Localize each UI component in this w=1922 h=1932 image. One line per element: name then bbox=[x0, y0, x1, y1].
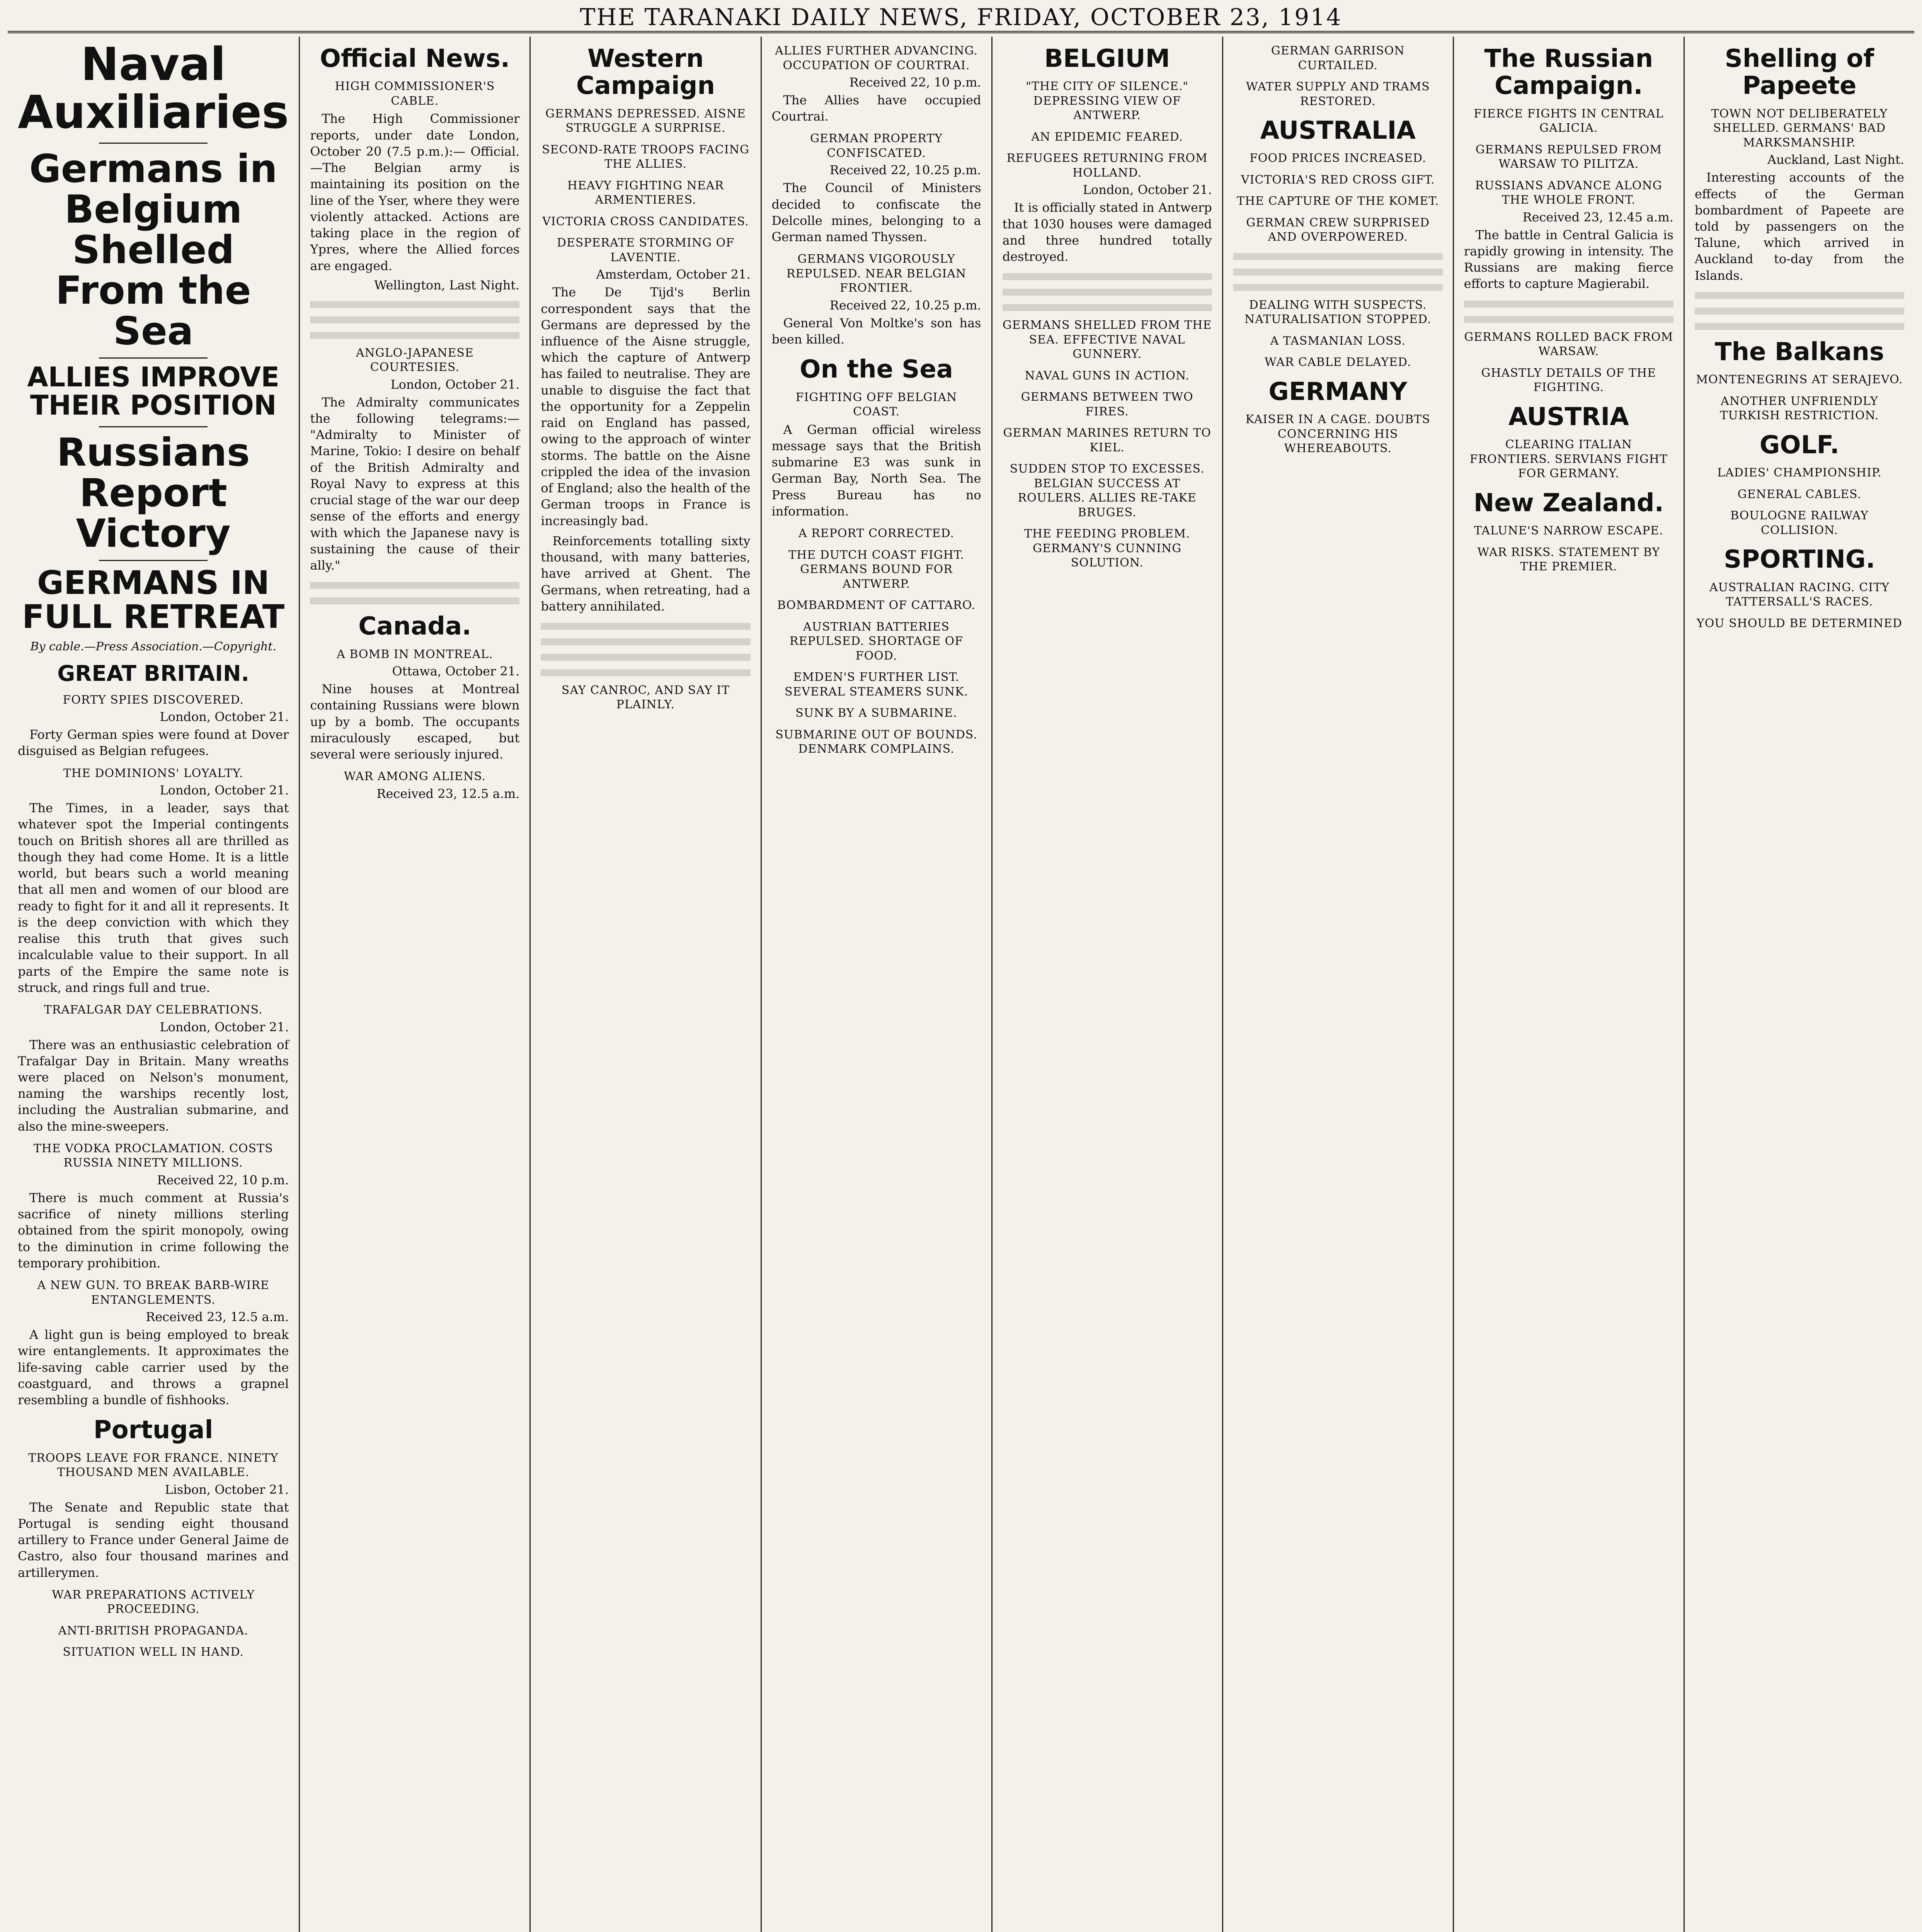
text-block-placeholder bbox=[310, 316, 519, 323]
article-head: A BOMB IN MONTREAL. bbox=[337, 647, 493, 661]
article-head: TALUNE'S NARROW ESCAPE. bbox=[1474, 524, 1663, 537]
article-head: REFUGEES RETURNING FROM HOLLAND. bbox=[1006, 151, 1208, 180]
article-head: GHASTLY DETAILS OF THE FIGHTING. bbox=[1481, 366, 1656, 395]
article-head: ALLIES FURTHER ADVANCING. OCCUPATION OF COURTRAI. bbox=[775, 44, 978, 72]
article-head: ANOTHER UNFRIENDLY TURKISH RESTRICTION. bbox=[1720, 394, 1879, 423]
text-block-placeholder bbox=[1003, 289, 1212, 296]
text-block-placeholder bbox=[1233, 269, 1443, 276]
text-block-placeholder bbox=[310, 332, 519, 339]
dateline: Received 23, 12.5 a.m. bbox=[376, 786, 520, 801]
divider bbox=[99, 560, 208, 561]
article-head: FOOD PRICES INCREASED. bbox=[1250, 151, 1427, 165]
article-head: RUSSIANS ADVANCE ALONG THE WHOLE FRONT. bbox=[1475, 179, 1662, 207]
section-golf: GOLF. bbox=[1759, 430, 1840, 459]
article-head: MONTENEGRINS AT SERAJEVO. bbox=[1696, 373, 1903, 387]
byline: By cable.—Press Association.—Copyright. bbox=[30, 640, 276, 654]
headline-full-retreat: GERMANS IN FULL RETREAT bbox=[22, 563, 285, 636]
article-head: TROOPS LEAVE FOR FRANCE. NINETY THOUSAND MEN AVAILABLE. bbox=[28, 1451, 279, 1480]
column-4 bbox=[762, 37, 992, 1932]
section-australia: AUSTRALIA bbox=[1260, 116, 1416, 145]
article-head: GENERAL CABLES. bbox=[1737, 487, 1862, 501]
article-head: KAISER IN A CAGE. DOUBTS CONCERNING HIS WHEREABOUTS. bbox=[1245, 413, 1430, 456]
article-head: THE DOMINIONS' LOYALTY. bbox=[63, 766, 243, 780]
dateline: Lisbon, October 21. bbox=[165, 1482, 289, 1497]
text-block-placeholder bbox=[541, 654, 750, 661]
dateline: Ottawa, October 21. bbox=[392, 664, 520, 679]
column-5 bbox=[992, 37, 1223, 1932]
text-block-placeholder bbox=[1464, 316, 1673, 323]
article-head: EMDEN'S FURTHER LIST. SEVERAL STEAMERS SUNK. bbox=[784, 670, 969, 699]
column-6 bbox=[1223, 37, 1454, 1932]
text-block-placeholder bbox=[310, 582, 519, 589]
article-body: The battle in Central Galicia is rapidly growing in intensity. The Russians are making fierce efforts to capture Magierabil. bbox=[1464, 227, 1673, 291]
article-head: A REPORT CORRECTED. bbox=[798, 527, 955, 541]
divider bbox=[99, 426, 208, 427]
section-portugal: Portugal bbox=[93, 1416, 213, 1445]
section-new-zealand: New Zealand. bbox=[1473, 488, 1664, 517]
section-official-news: Official News. bbox=[320, 44, 510, 73]
article-head: LADIES' CHAMPIONSHIP. bbox=[1717, 466, 1882, 480]
article-head: ANTI-BRITISH PROPAGANDA. bbox=[58, 1624, 249, 1638]
dateline: London, October 21. bbox=[390, 377, 520, 392]
section-sporting: SPORTING. bbox=[1724, 545, 1875, 574]
advert-line: SAY CANROC, AND SAY IT PLAINLY. bbox=[561, 683, 730, 712]
text-block-placeholder bbox=[1695, 323, 1904, 330]
article-head: THE FEEDING PROBLEM. GERMANY'S CUNNING SOLUTION. bbox=[1024, 527, 1190, 570]
headline-naval-auxiliaries: Naval Auxiliaries bbox=[18, 37, 289, 139]
article-head: FIGHTING OFF BELGIAN COAST. bbox=[795, 390, 957, 419]
section-on-the-sea: On the Sea bbox=[800, 355, 953, 384]
dateline: Received 22, 10 p.m. bbox=[157, 1172, 289, 1187]
dateline: Amsterdam, October 21. bbox=[596, 267, 751, 282]
article-head: GERMANS DEPRESSED. AISNE STRUGGLE A SURPRISE. bbox=[545, 107, 746, 135]
article-body: It is officially stated in Antwerp that 1030 houses were damaged and three hundred totally destroyed. bbox=[1002, 200, 1212, 264]
article-head: DESPERATE STORMING OF LAVENTIE. bbox=[557, 236, 735, 264]
text-block-placeholder bbox=[1003, 273, 1212, 280]
headline-germans-shelled: Germans in Belgium Shelled From the Sea bbox=[29, 146, 277, 354]
text-block-placeholder bbox=[1233, 253, 1443, 260]
article-head: FORTY SPIES DISCOVERED. bbox=[63, 693, 244, 707]
column-8 bbox=[1685, 37, 1914, 1932]
article-head: GERMANS SHELLED FROM THE SEA. EFFECTIVE NAVAL GUNNERY. bbox=[1002, 318, 1212, 361]
article-head: GERMANS VIGOROUSLY REPULSED. NEAR BELGIAN FRONTIER. bbox=[786, 252, 967, 295]
article-head: DEALING WITH SUSPECTS. NATURALISATION STOPPED. bbox=[1244, 298, 1432, 327]
article-head: WAR CABLE DELAYED. bbox=[1264, 355, 1411, 369]
columns bbox=[8, 37, 1914, 1932]
divider bbox=[99, 143, 208, 144]
article-head: GERMAN CREW SURPRISED AND OVERPOWERED. bbox=[1246, 216, 1430, 244]
column-7 bbox=[1454, 37, 1685, 1932]
section-western-campaign: Western Campaign bbox=[576, 44, 715, 100]
dateline: Received 22, 10 p.m. bbox=[849, 75, 981, 90]
section-austria: AUSTRIA bbox=[1508, 402, 1629, 431]
dateline: London, October 21. bbox=[160, 783, 289, 798]
article-body: Interesting accounts of the effects of the German bombardment of Papeete are told by passengers on the Talune, which arrived in Auckland to-day from the Islands. bbox=[1694, 170, 1904, 283]
dateline: London, October 21. bbox=[160, 1019, 289, 1034]
text-block-placeholder bbox=[541, 638, 750, 645]
article-body: There was an enthusiastic celebration of Trafalgar Day in Britain. Many wreaths were placed on Nelson's monument, naming the warships recently lost, including the Australian submarine, and also the mine-sweepers. bbox=[18, 1037, 289, 1134]
article-body: The Times, in a leader, says that whatever spot the Imperial contingents touch on British shores all are thrilled as though they had come Home. It is a little world, but bears such a world meaning that all men and women of our blood are ready to fight for it and all it represents. It is the deep conviction with which they realise this truth that gives such incalculable value to their support. In all parts of the Empire the same note is struck, and rings full and true. bbox=[18, 801, 289, 995]
text-block-placeholder bbox=[1233, 284, 1443, 291]
text-block-placeholder bbox=[310, 597, 519, 604]
text-block-placeholder bbox=[310, 301, 519, 308]
section-belgium: BELGIUM bbox=[1044, 44, 1170, 73]
article-head: THE DUTCH COAST FIGHT. GERMANS BOUND FOR ANTWERP. bbox=[788, 548, 964, 591]
section-germany: GERMANY bbox=[1268, 377, 1408, 406]
section-canada: Canada. bbox=[358, 612, 472, 641]
article-head: FIERCE FIGHTS IN CENTRAL GALICIA. bbox=[1474, 107, 1664, 135]
article-head: SITUATION WELL IN HAND. bbox=[63, 1645, 244, 1659]
article-head: CLEARING ITALIAN FRONTIERS. SERVIANS FIGHT FOR GERMANY. bbox=[1469, 438, 1668, 481]
dateline: Received 23, 12.5 a.m. bbox=[146, 1310, 289, 1325]
article-head: TOWN NOT DELIBERATELY SHELLED. GERMANS' BAD MARKSMANSHIP. bbox=[1711, 107, 1888, 150]
article-head: GERMANS ROLLED BACK FROM WARSAW. bbox=[1464, 330, 1673, 359]
article-head: GERMAN MARINES RETURN TO KIEL. bbox=[1003, 426, 1211, 454]
article-body: A light gun is being employed to break wire entanglements. It approximates the life-saving cable carrier used by the coastguard, and throws a grapnel resembling a bundle of fishhooks. bbox=[18, 1327, 289, 1408]
article-body: Reinforcements totalling sixty thousand, with many batteries, have arrived at Ghent. The Germans, when retreating, had a battery annihilated. bbox=[541, 533, 751, 614]
article-head: GERMAN GARRISON CURTAILED. bbox=[1271, 44, 1405, 72]
article-body: The De Tijd's Berlin correspondent says that the Germans are depressed by the influence of the Aisne struggle, which the capture of Antwerp has failed to neutralise. They are unable to disguise the fact that the opportunity for a Zeppelin raid on England has passed, owing to the approach of winter storms. The battle on the Aisne crippled the idea of the invasion of England; also the health of the German troops in France is increasingly bad. bbox=[541, 285, 751, 528]
article-head: WAR RISKS. STATEMENT BY THE PREMIER. bbox=[1477, 545, 1660, 573]
article-head: AN EPIDEMIC FEARED. bbox=[1031, 130, 1183, 144]
masthead: THE TARANAKI DAILY NEWS, FRIDAY, OCTOBER 23, 1914 bbox=[8, 4, 1914, 33]
article-head: NAVAL GUNS IN ACTION. bbox=[1025, 369, 1190, 383]
article-body: The Council of Ministers decided to confiscate the Delcolle mines, belonging to a German named Thyssen. bbox=[771, 180, 981, 245]
dateline: Auckland, Last Night. bbox=[1767, 152, 1904, 167]
article-body: General Von Moltke's son has been killed. bbox=[771, 315, 981, 347]
advert-head: YOU SHOULD BE DETERMINED bbox=[1696, 616, 1902, 630]
article-head: BOMBARDMENT OF CATTARO. bbox=[777, 599, 976, 612]
article-body: Nine houses at Montreal containing Russians were blown up by a bomb. The occupants miraculously escaped, but several were seriously injured. bbox=[310, 682, 520, 762]
article-body: The High Commissioner reports, under date London, October 20 (7.5 p.m.):— Official.—The Belgian army is maintaining its position on the line of the Yser, where they were violently attacked. Actions are taking place in the region of Ypres, where the Allied forces are engaged. bbox=[310, 111, 520, 273]
dateline: Received 22, 10.25 p.m. bbox=[829, 163, 981, 178]
column-1 bbox=[8, 37, 300, 1932]
column-3 bbox=[531, 37, 761, 1932]
article-body: The Senate and Republic state that Portugal is sending eight thousand artillery to France under General Jaime de Castro, also four thousand marines and artillerymen. bbox=[18, 1500, 289, 1580]
article-head: ANGLO-JAPANESE COURTESIES. bbox=[356, 346, 474, 374]
text-block-placeholder bbox=[1464, 301, 1673, 308]
article-head: A NEW GUN. TO BREAK BARB-WIRE ENTANGLEMENTS. bbox=[37, 1279, 269, 1307]
column-2 bbox=[300, 37, 531, 1932]
article-head: HIGH COMMISSIONER'S CABLE. bbox=[335, 80, 495, 108]
divider bbox=[99, 357, 208, 359]
text-block-placeholder bbox=[1003, 304, 1212, 311]
section-the-balkans: The Balkans bbox=[1714, 337, 1885, 366]
article-head: VICTORIA'S RED CROSS GIFT. bbox=[1241, 173, 1435, 187]
article-head: SUDDEN STOP TO EXCESSES. BELGIAN SUCCESS AT ROULERS. ALLIES RE-TAKE BRUGES. bbox=[1010, 462, 1205, 519]
headline-russians-victory: Russians Report Victory bbox=[56, 429, 250, 556]
section-great-britain: GREAT BRITAIN. bbox=[57, 661, 250, 687]
section-shelling-of-papeete: Shelling of Papeete bbox=[1725, 44, 1874, 100]
article-head: AUSTRIAN BATTERIES REPULSED. SHORTAGE OF FOOD. bbox=[790, 620, 964, 663]
dateline: London, October 21. bbox=[1083, 182, 1212, 197]
article-head: THE CAPTURE OF THE KOMET. bbox=[1237, 194, 1439, 208]
article-head: TRAFALGAR DAY CELEBRATIONS. bbox=[44, 1003, 263, 1017]
article-head: BOULOGNE RAILWAY COLLISION. bbox=[1730, 509, 1869, 537]
text-block-placeholder bbox=[541, 669, 750, 676]
headline-allies-improve: ALLIES IMPROVE THEIR POSITION bbox=[27, 361, 279, 422]
article-body: A German official wireless message says that the British submarine E3 was sunk in German Bay, North Sea. The Press Bureau has no information. bbox=[771, 422, 981, 519]
text-block-placeholder bbox=[1695, 308, 1904, 315]
article-head: HEAVY FIGHTING NEAR ARMENTIERES. bbox=[567, 179, 724, 207]
article-head: SUBMARINE OUT OF BOUNDS. DENMARK COMPLAINS. bbox=[775, 728, 977, 756]
article-head: GERMAN PROPERTY CONFISCATED. bbox=[810, 132, 943, 160]
article-head: WATER SUPPLY AND TRAMS RESTORED. bbox=[1246, 80, 1430, 108]
article-head: GERMANS BETWEEN TWO FIRES. bbox=[1021, 390, 1193, 418]
article-body: The Allies have occupied Courtrai. bbox=[771, 93, 981, 124]
section-russian-campaign: The Russian Campaign. bbox=[1484, 44, 1653, 100]
article-body: The Admiralty communicates the following telegrams:— "Admiralty to Minister of Marine, Tokio: I desire on behalf of the British Admiralty and Royal Navy to express at this crucial stage of the war our deep sense of the efforts and energy with which the Japanese navy is sustaining the cause of their ally." bbox=[310, 395, 520, 573]
article-head: AUSTRALIAN RACING. CITY TATTERSALL'S RACES. bbox=[1709, 580, 1890, 609]
dateline: London, October 21. bbox=[160, 709, 289, 724]
article-body: Forty German spies were found at Dover disguised as Belgian refugees. bbox=[18, 727, 289, 759]
article-head: SUNK BY A SUBMARINE. bbox=[795, 706, 957, 720]
text-block-placeholder bbox=[1695, 292, 1904, 299]
article-head: SECOND-RATE TROOPS FACING THE ALLIES. bbox=[541, 143, 749, 171]
article-head: VICTORIA CROSS CANDIDATES. bbox=[542, 214, 749, 228]
article-head: GERMANS REPULSED FROM WARSAW TO PILITZA. bbox=[1475, 143, 1662, 171]
article-head: WAR PREPARATIONS ACTIVELY PROCEEDING. bbox=[52, 1588, 255, 1616]
article-head: "THE CITY OF SILENCE." DEPRESSING VIEW OF ANTWERP. bbox=[1026, 80, 1189, 122]
dateline: Wellington, Last Night. bbox=[374, 277, 520, 293]
dateline: Received 23, 12.45 a.m. bbox=[1522, 209, 1673, 224]
dateline: Received 22, 10.25 p.m. bbox=[829, 298, 981, 313]
text-block-placeholder bbox=[541, 623, 750, 630]
article-head: THE VODKA PROCLAMATION. COSTS RUSSIA NINETY MILLIONS. bbox=[33, 1141, 273, 1170]
article-head: WAR AMONG ALIENS. bbox=[344, 770, 486, 784]
article-head: A TASMANIAN LOSS. bbox=[1270, 334, 1406, 348]
article-body: There is much comment at Russia's sacrifice of ninety millions sterling obtained from the spirit monopoly, owing to the diminution in crime following the temporary prohibition. bbox=[18, 1190, 289, 1270]
